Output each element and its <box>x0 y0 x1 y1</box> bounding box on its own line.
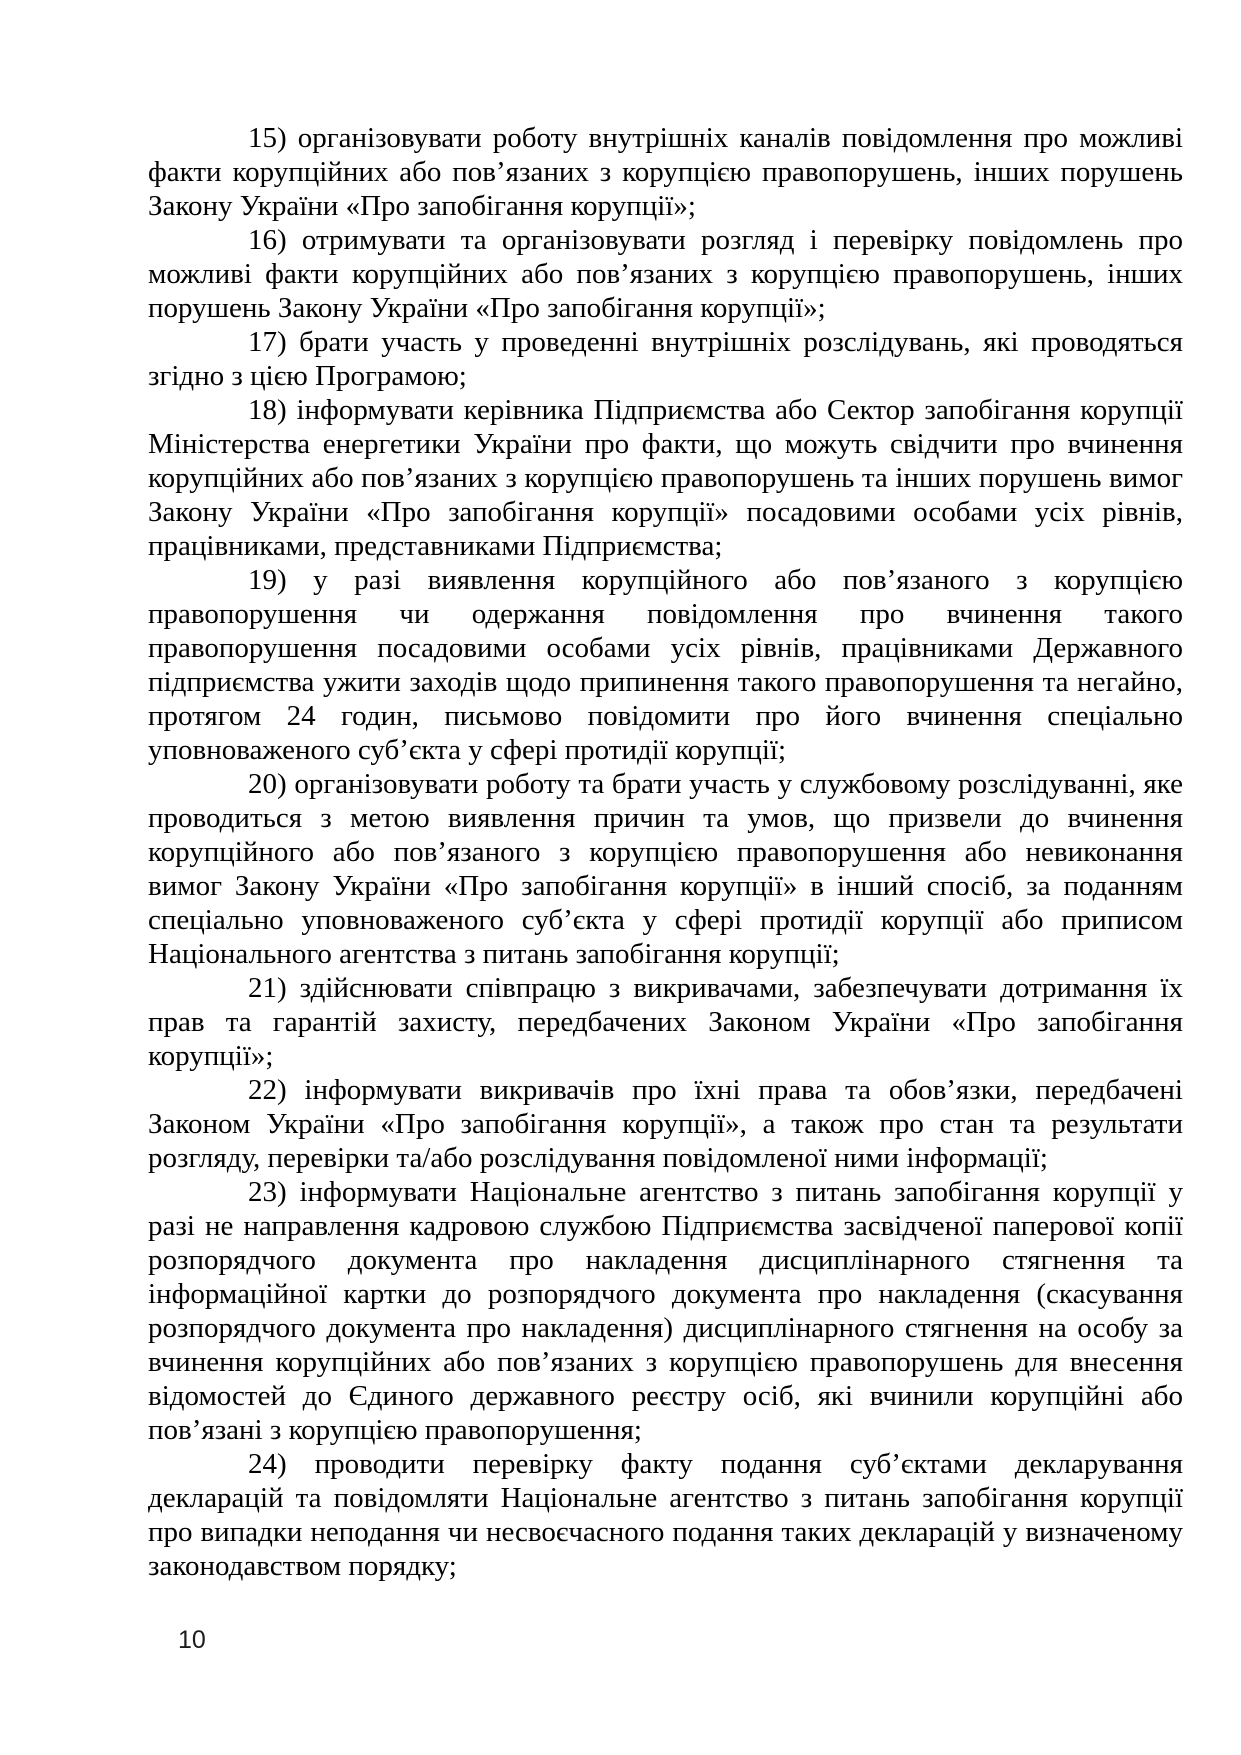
paragraph-item-19: 19) у разі виявлення корупційного або пов’язаного з корупцією правопорушення чи одержання повідомлення про вчинення такого правопорушення посадовими особами усіх рівнів, працівниками Державного підприємства ужити заходів щодо припинення такого правопорушення та негайно, протягом 24 годин, письмово повідомити про його вчинення спеціально уповноваженого суб’єкта у сфері протидії корупції; <box>148 564 1183 766</box>
paragraph-item-22: 22) інформувати викривачів про їхні права та обов’язки, передбачені Законом України «Про запобігання корупції», а також про стан та результати розгляду, перевірки та/або розслідування повідомленої ними інформації; <box>148 1074 1183 1174</box>
document-body <box>148 121 1183 1583</box>
paragraph-item-18: 18) інформувати керівника Підприємства або Сектор запобігання корупції Міністерства енергетики України про факти, що можуть свідчити про вчинення корупційних або пов’язаних з корупцією правопорушень та інших порушень вимог Закону України «Про запобігання корупції» посадовими особами усіх рівнів, працівниками, представниками Підприємства; <box>148 394 1183 562</box>
page-number: 10 <box>178 1626 206 1654</box>
paragraph-item-23: 23) інформувати Національне агентство з питань запобігання корупції у разі не направлення кадровою службою Підприємства засвідченої паперової копії розпорядчого документа про накладення дисциплінарного стягнення та інформаційної картки до розпорядчого документа про накладення (скасування розпорядчого документа про накладення) дисциплінарного стягнення на особу за вчинення корупційних або пов’язаних з корупцією правопорушень для внесення відомостей до Єдиного державного реєстру осіб, які вчинили корупційні або пов’язані з корупцією правопорушення; <box>148 1176 1183 1446</box>
paragraph-item-21: 21) здійснювати співпрацю з викривачами, забезпечувати дотримання їх прав та гарантій захисту, передбачених Законом України «Про запобігання корупції»; <box>148 972 1183 1072</box>
paragraph-item-15: 15) організовувати роботу внутрішніх каналів повідомлення про можливі факти корупційних або пов’язаних з корупцією правопорушень, інших порушень Закону України «Про запобігання корупції»; <box>148 122 1183 222</box>
paragraph-item-16: 16) отримувати та організовувати розгляд і перевірку повідомлень про можливі факти корупційних або пов’язаних з корупцією правопорушень, інших порушень Закону України «Про запобігання корупції»; <box>148 224 1183 324</box>
paragraph-item-17: 17) брати участь у проведенні внутрішніх розслідувань, які проводяться згідно з цією Програмою; <box>148 326 1183 392</box>
paragraph-item-20: 20) організовувати роботу та брати участь у службовому розслідуванні, яке проводиться з метою виявлення причин та умов, що призвели до вчинення корупційного або пов’язаного з корупцією правопорушення або невиконання вимог Закону України «Про запобігання корупції» в інший спосіб, за поданням спеціально уповноваженого суб’єкта у сфері протидії корупції або приписом Національного агентства з питань запобігання корупції; <box>148 768 1183 970</box>
paragraph-item-24: 24) проводити перевірку факту подання суб’єктами декларування декларацій та повідомляти Національне агентство з питань запобігання корупції про випадки неподання чи несвоєчасного подання таких декларацій у визначеному законодавством порядку; <box>148 1448 1183 1582</box>
